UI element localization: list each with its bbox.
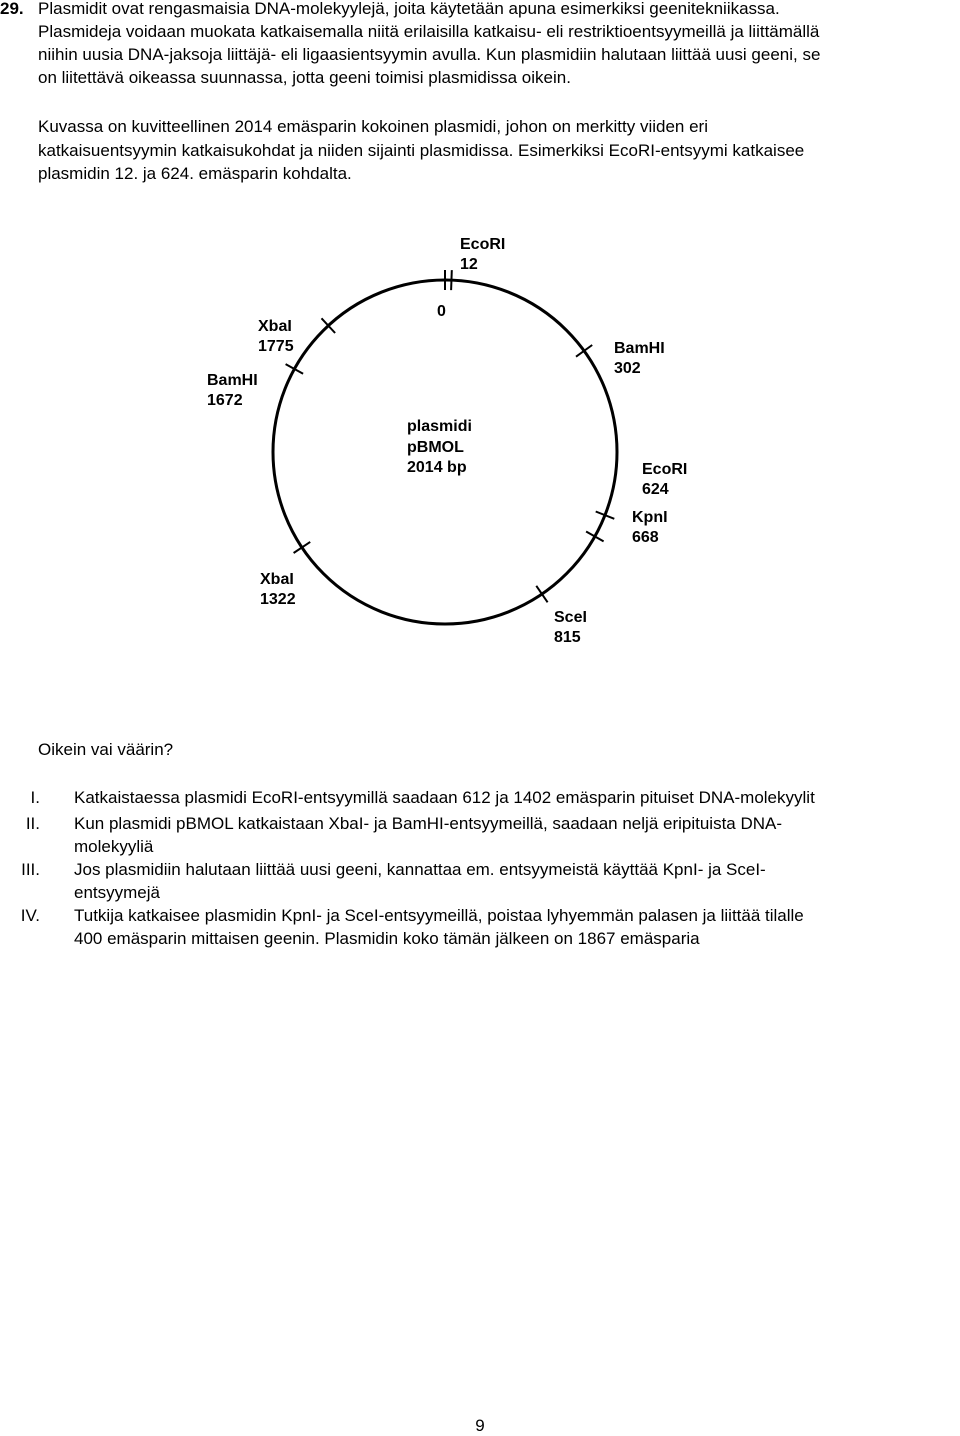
- intro-line: niihin uusia DNA-jaksoja liittäjä- eli ligaasientsyymin avulla. Kun plasmidiin halutaan liittää uusi geeni, se: [38, 45, 821, 64]
- site-position: 668: [632, 529, 659, 546]
- origin-label: 0: [437, 303, 446, 320]
- site-position: 815: [554, 629, 581, 646]
- statement-text: [74, 858, 934, 904]
- site-label-ecori-12: [460, 235, 505, 275]
- statement-numeral: I.: [30, 788, 40, 807]
- cut-site-tick-xbai-1322: [294, 542, 311, 553]
- site-position: 624: [642, 481, 669, 498]
- statement-item: [0, 858, 960, 904]
- figure-description: [38, 115, 950, 186]
- site-position: 302: [614, 360, 641, 377]
- task-prompt: Oikein vai väärin?: [38, 740, 174, 759]
- plasmid-size: 2014 bp: [407, 459, 467, 476]
- statement-numeral: II.: [25, 814, 40, 833]
- question-intro: [38, 0, 950, 89]
- plasmid-name-line: plasmidi: [407, 418, 472, 435]
- statement-item: [0, 904, 960, 950]
- description-line: plasmidin 12. ja 624. emäsparin kohdalta.: [38, 164, 352, 183]
- statement-line: Tutkija katkaisee plasmidin KpnI- ja SceI-entsyymeillä, poistaa lyhyemmän palasen ja liittää tilalle: [74, 906, 804, 925]
- enzyme-name: BamHI: [614, 340, 665, 357]
- cut-site-tick-bamhi-302: [576, 345, 592, 357]
- statement-line: entsyymejä: [74, 883, 160, 902]
- plasmid-name: [407, 417, 472, 479]
- intro-line: Plasmidit ovat rengasmaisia DNA-molekyylejä, joita käytetään apuna esimerkiksi geenitekniikassa.: [38, 0, 780, 18]
- site-label-bamhi-302: [614, 339, 665, 379]
- site-position: 12: [460, 256, 478, 273]
- enzyme-name: XbaI: [260, 571, 294, 588]
- site-label-ecori-624: [642, 460, 687, 500]
- enzyme-name: BamHI: [207, 372, 258, 389]
- enzyme-name: SceI: [554, 609, 587, 626]
- site-label-scei-815: [554, 608, 587, 648]
- site-label-xbai-1775: [258, 317, 294, 357]
- statement-text: [74, 904, 934, 950]
- site-position: 1672: [207, 392, 243, 409]
- statement-line: Kun plasmidi pBMOL katkaistaan XbaI- ja BamHI-entsyymeillä, saadaan neljä eripituista DNA-: [74, 814, 783, 833]
- statement-line: 400 emäsparin mittaisen geenin. Plasmidin koko tämän jälkeen on 1867 emäsparia: [74, 929, 700, 948]
- question-number: 29.: [0, 0, 24, 18]
- site-position: 1775: [258, 338, 294, 355]
- statement-text: [74, 812, 934, 858]
- statement-item: [0, 812, 960, 858]
- statement-text: [74, 786, 934, 809]
- statement-item: [0, 786, 960, 812]
- statement-list: [0, 786, 960, 950]
- statement-line: molekyyliä: [74, 837, 154, 856]
- statement-line: Jos plasmidiin halutaan liittää uusi geeni, kannattaa em. entsyymeistä käyttää KpnI- ja SceI-: [74, 860, 766, 879]
- cut-site-tick-ecori-12: [451, 270, 452, 290]
- statement-numeral: III.: [21, 860, 40, 879]
- cut-site-tick-kpni-668: [586, 532, 604, 542]
- intro-line: Plasmideja voidaan muokata katkaisemalla niitä erilaisilla katkaisu- eli restriktioentsyymeillä ja liittämällä: [38, 22, 820, 41]
- description-line: Kuvassa on kuvitteellinen 2014 emäsparin kokoinen plasmidi, johon on merkitty viiden eri: [38, 117, 708, 136]
- site-position: 1322: [260, 591, 296, 608]
- description-line: katkaisuentsyymin katkaisukohdat ja niiden sijainti plasmidissa. Esimerkiksi EcoRI-entsyymi katkaisee: [38, 140, 805, 160]
- plasmid-map: [0, 225, 960, 665]
- statement-line: Katkaistaessa plasmidi EcoRI-entsyymillä saadaan 612 ja 1402 emäsparin pituiset DNA-molekyylit: [74, 788, 815, 807]
- plasmid-name-line: pBMOL: [407, 438, 464, 456]
- cut-site-tick-scei-815: [536, 586, 547, 603]
- page-number: 9: [475, 1416, 485, 1435]
- cut-site-tick-bamhi-1672: [286, 364, 304, 374]
- statement-numeral: IV.: [20, 906, 40, 925]
- site-label-kpni-668: [632, 508, 668, 548]
- site-label-xbai-1322: [260, 570, 296, 610]
- plasmid-map-drawing: [0, 225, 960, 665]
- enzyme-name: EcoRI: [642, 461, 688, 478]
- enzyme-name: XbaI: [258, 318, 292, 335]
- enzyme-name: KpnI: [632, 509, 668, 526]
- site-label-bamhi-1672: [207, 371, 258, 411]
- enzyme-name: EcoRI: [460, 236, 506, 253]
- intro-line: on liitettävä oikeassa suunnassa, jotta geeni toimisi plasmidissa oikein.: [38, 68, 571, 87]
